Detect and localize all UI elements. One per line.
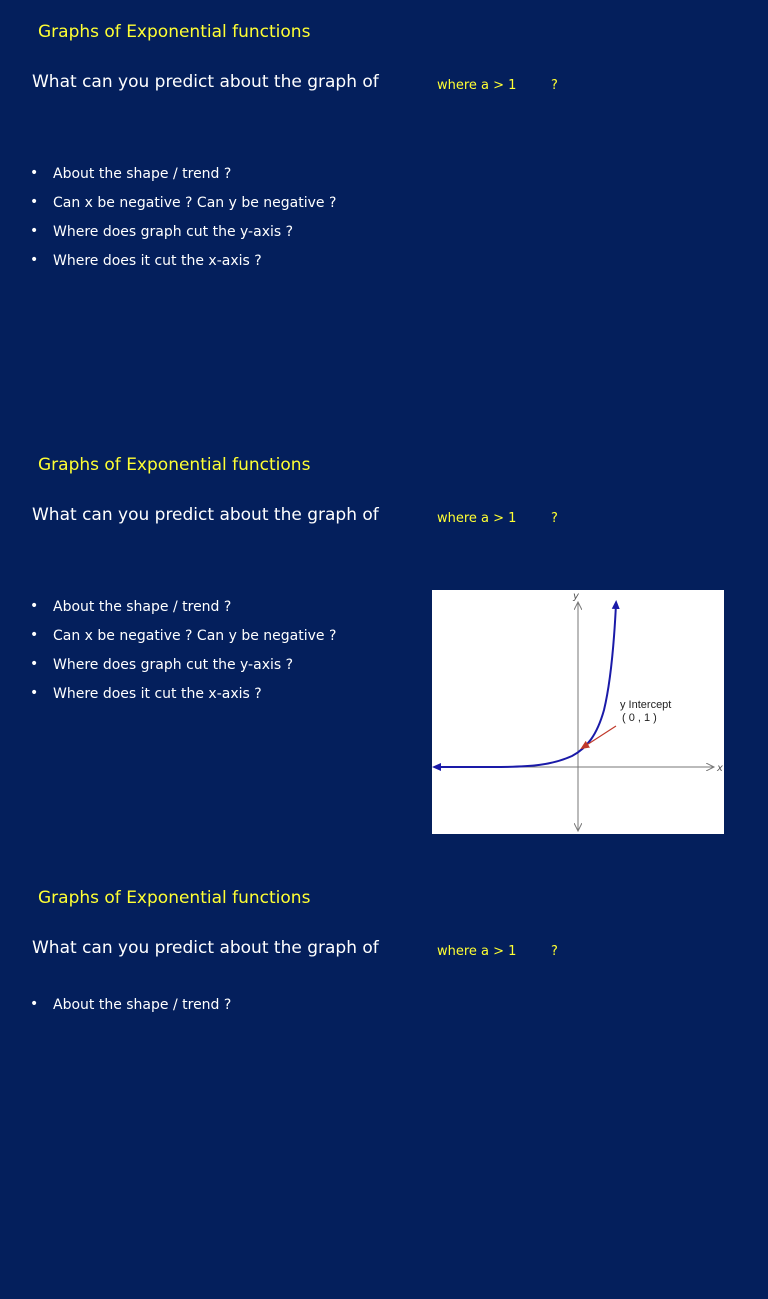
condition-text: where a > 1 xyxy=(437,511,517,526)
exponential-curve xyxy=(436,604,616,767)
condition-text: where a > 1 xyxy=(437,78,517,93)
bullet-item: • Where does graph cut the y-axis ? xyxy=(30,651,336,680)
exponential-graph xyxy=(432,590,724,834)
slide-2 xyxy=(0,433,768,866)
bullet-item: • Can x be negative ? Can y be negative ? xyxy=(30,622,336,651)
graph-svg xyxy=(432,590,724,834)
bullet-item: • Where does it cut the x-axis ? xyxy=(30,247,336,276)
intercept-arrow xyxy=(582,726,616,748)
question-mark: ? xyxy=(551,511,558,526)
slide-question: What can you predict about the graph of xyxy=(32,938,379,958)
question-mark: ? xyxy=(551,944,558,959)
bullet-item: • About the shape / trend ? xyxy=(30,991,231,1020)
slide-1 xyxy=(0,0,768,433)
bullet-item: • Where does graph cut the y-axis ? xyxy=(30,218,336,247)
slide-question: What can you predict about the graph of xyxy=(32,72,379,92)
slide-title: Graphs of Exponential functions xyxy=(38,888,311,908)
slide-3 xyxy=(0,866,768,1299)
slide-question: What can you predict about the graph of xyxy=(32,505,379,525)
bullet-list xyxy=(30,593,336,709)
intercept-label: y Intercept xyxy=(620,699,672,711)
bullet-list xyxy=(30,991,231,1020)
bullet-item: • Where does it cut the x-axis ? xyxy=(30,680,336,709)
bullet-item: • Can x be negative ? Can y be negative ? xyxy=(30,189,336,218)
condition-text: where a > 1 xyxy=(437,944,517,959)
y-axis-label: y xyxy=(573,591,579,602)
intercept-coords: ( 0 , 1 ) xyxy=(622,712,657,724)
question-mark: ? xyxy=(551,78,558,93)
slide-title: Graphs of Exponential functions xyxy=(38,455,311,475)
slide-title: Graphs of Exponential functions xyxy=(38,22,311,42)
bullet-item: • About the shape / trend ? xyxy=(30,593,336,622)
x-axis-label: x xyxy=(717,763,723,774)
bullet-list xyxy=(30,160,336,276)
bullet-item: • About the shape / trend ? xyxy=(30,160,336,189)
